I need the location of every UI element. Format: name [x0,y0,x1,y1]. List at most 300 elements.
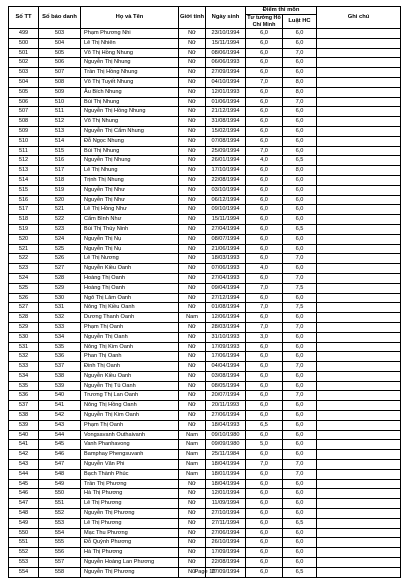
cell-score-ho-chi-minh: 6,0 [246,293,283,303]
table-body [9,29,401,578]
cell-score-ho-chi-minh: 6,0 [246,518,283,528]
cell-score-luat-hc: 6,0 [283,244,317,254]
cell-sbd: 542 [39,411,81,421]
cell-sbd: 523 [39,224,81,234]
cell-gender: Nữ [179,126,206,136]
cell-sbd: 544 [39,430,81,440]
cell-gender: Nữ [179,224,206,234]
cell-dob: 23/10/1994 [206,29,246,39]
table-row [9,440,401,450]
cell-score-ho-chi-minh: 4,0 [246,156,283,166]
cell-name: Võ Thị Nhung [81,117,179,127]
cell-score-luat-hc: 6,0 [283,489,317,499]
cell-sbd: 515 [39,146,81,156]
cell-stt: 501 [9,48,39,58]
cell-name: Nguyễn Thị Phương [81,509,179,519]
cell-stt: 546 [9,489,39,499]
cell-dob: 27/10/1994 [206,509,246,519]
cell-score-ho-chi-minh: 4,0 [246,264,283,274]
cell-dob: 06/06/1993 [206,58,246,68]
cell-dob: 09/04/1994 [206,283,246,293]
cell-dob: 04/04/1994 [206,362,246,372]
table-row [9,97,401,107]
cell-score-ho-chi-minh: 6,0 [246,479,283,489]
cell-score-ho-chi-minh: 6,0 [246,391,283,401]
cell-sbd: 548 [39,469,81,479]
cell-score-ho-chi-minh: 6,0 [246,29,283,39]
cell-dob: 12/01/1993 [206,87,246,97]
cell-sbd: 547 [39,460,81,470]
cell-score-luat-hc: 6,0 [283,146,317,156]
cell-sbd: 551 [39,499,81,509]
cell-gender: Nữ [179,371,206,381]
table-row [9,156,401,166]
cell-score-ho-chi-minh: 6,0 [246,371,283,381]
table-row [9,58,401,68]
cell-name: Trịnh Thị Nhung [81,175,179,185]
cell-stt: 538 [9,411,39,421]
cell-score-ho-chi-minh: 6,0 [246,558,283,568]
cell-score-ho-chi-minh: 6,0 [246,87,283,97]
cell-dob: 31/10/1993 [206,332,246,342]
cell-stt: 502 [9,58,39,68]
cell-gender: Nữ [179,401,206,411]
cell-note [317,440,401,450]
cell-score-luat-hc: 6,0 [283,234,317,244]
cell-note [317,205,401,215]
cell-gender: Nữ [179,58,206,68]
cell-sbd: 550 [39,489,81,499]
cell-note [317,254,401,264]
cell-dob: 27/09/1994 [206,68,246,78]
cell-dob: 08/07/1994 [206,234,246,244]
table-row [9,489,401,499]
header-score-luat-hc: Luật HC [283,15,317,29]
cell-name: Lê Thị Nương [81,254,179,264]
cell-name: Bạch Thành Phúc [81,469,179,479]
table-row [9,146,401,156]
cell-stt: 525 [9,283,39,293]
cell-dob: 15/11/1994 [206,215,246,225]
table-row [9,381,401,391]
cell-sbd: 527 [39,264,81,274]
header-name: Họ và Tên [81,7,179,29]
cell-name: Nguyễn Thị Hồng Nhung [81,107,179,117]
cell-score-luat-hc: 6,0 [283,420,317,430]
cell-note [317,509,401,519]
cell-stt: 522 [9,254,39,264]
cell-score-ho-chi-minh: 7,0 [246,303,283,313]
cell-gender: Nam [179,440,206,450]
cell-stt: 543 [9,460,39,470]
cell-gender: Nữ [179,175,206,185]
cell-score-ho-chi-minh: 6,0 [246,381,283,391]
table-row [9,205,401,215]
cell-score-luat-hc: 6,0 [283,411,317,421]
cell-stt: 547 [9,499,39,509]
cell-score-ho-chi-minh: 3,0 [246,332,283,342]
cell-stt: 508 [9,117,39,127]
cell-score-luat-hc: 6,0 [283,107,317,117]
cell-name: Nguyễn Thị Như [81,195,179,205]
cell-score-ho-chi-minh: 6,0 [246,175,283,185]
cell-dob: 08/05/1994 [206,381,246,391]
cell-gender: Nữ [179,264,206,274]
table-row [9,420,401,430]
cell-score-ho-chi-minh: 7,0 [246,460,283,470]
cell-sbd: 522 [39,215,81,225]
cell-gender: Nữ [179,244,206,254]
cell-dob: 25/11/1984 [206,450,246,460]
cell-dob: 17/10/1994 [206,166,246,176]
table-row [9,430,401,440]
cell-dob: 27/06/1994 [206,528,246,538]
table-row [9,68,401,78]
cell-stt: 515 [9,185,39,195]
cell-sbd: 554 [39,528,81,538]
cell-score-luat-hc: 6,0 [283,215,317,225]
cell-dob: 25/09/1994 [206,146,246,156]
table-row [9,215,401,225]
cell-gender: Nữ [179,499,206,509]
cell-score-luat-hc: 6,0 [283,293,317,303]
cell-score-ho-chi-minh: 6,0 [246,195,283,205]
cell-score-ho-chi-minh: 6,0 [246,538,283,548]
cell-stt: 520 [9,234,39,244]
cell-name: Lê Thị Nhiên [81,38,179,48]
cell-name: Nguyễn Hoàng Lan Phương [81,558,179,568]
cell-score-luat-hc: 7,0 [283,362,317,372]
cell-score-luat-hc: 6,0 [283,430,317,440]
cell-name: Âu Bích Nhung [81,87,179,97]
cell-note [317,146,401,156]
cell-dob: 31/08/1994 [206,117,246,127]
cell-score-ho-chi-minh: 7,0 [246,322,283,332]
cell-note [317,528,401,538]
cell-score-luat-hc: 6,5 [283,518,317,528]
cell-sbd: 536 [39,352,81,362]
cell-name: Đỗ Quỳnh Phương [81,538,179,548]
cell-gender: Nữ [179,283,206,293]
cell-sbd: 543 [39,420,81,430]
cell-name: Nông Thị Hồng Oanh [81,401,179,411]
cell-score-luat-hc: 7,5 [283,283,317,293]
cell-gender: Nữ [179,391,206,401]
cell-gender: Nam [179,313,206,323]
cell-score-ho-chi-minh: 6,0 [246,548,283,558]
table-row [9,175,401,185]
cell-sbd: 545 [39,440,81,450]
cell-note [317,58,401,68]
table-row [9,195,401,205]
cell-score-ho-chi-minh: 7,0 [246,77,283,87]
cell-score-luat-hc: 7,0 [283,460,317,470]
cell-dob: 27/09/1994 [206,567,246,577]
cell-stt: 540 [9,430,39,440]
cell-dob: 08/06/1994 [206,48,246,58]
cell-stt: 530 [9,332,39,342]
cell-score-luat-hc: 6,0 [283,38,317,48]
cell-dob: 09/10/1980 [206,430,246,440]
cell-dob: 11/09/1994 [206,499,246,509]
cell-gender: Nữ [179,254,206,264]
cell-note [317,469,401,479]
cell-dob: 28/03/1994 [206,322,246,332]
cell-sbd: 530 [39,293,81,303]
cell-note [317,411,401,421]
table-row [9,548,401,558]
cell-score-ho-chi-minh: 6,0 [246,107,283,117]
cell-note [317,48,401,58]
table-row [9,303,401,313]
cell-note [317,77,401,87]
cell-score-ho-chi-minh: 6,0 [246,450,283,460]
cell-score-ho-chi-minh: 6,0 [246,38,283,48]
cell-sbd: 529 [39,283,81,293]
cell-gender: Nữ [179,156,206,166]
cell-note [317,156,401,166]
cell-note [317,117,401,127]
cell-stt: 516 [9,195,39,205]
cell-note [317,352,401,362]
cell-stt: 531 [9,342,39,352]
cell-note [317,38,401,48]
cell-name: Phạm Phương Nhi [81,29,179,39]
table-row [9,126,401,136]
cell-sbd: 528 [39,273,81,283]
table-row [9,264,401,274]
table-row [9,362,401,372]
cell-gender: Nữ [179,528,206,538]
cell-score-ho-chi-minh: 6,0 [246,352,283,362]
cell-gender: Nữ [179,332,206,342]
table-row [9,479,401,489]
cell-note [317,391,401,401]
table-row [9,518,401,528]
cell-gender: Nữ [179,538,206,548]
cell-stt: 500 [9,38,39,48]
cell-dob: 27/12/1994 [206,293,246,303]
cell-name: Đỗ Ngọc Nhung [81,136,179,146]
cell-stt: 512 [9,156,39,166]
cell-note [317,548,401,558]
header-row-1 [9,7,401,15]
cell-gender: Nữ [179,185,206,195]
cell-dob: 06/12/1994 [206,195,246,205]
cell-gender: Nữ [179,558,206,568]
cell-stt: 544 [9,469,39,479]
cell-note [317,322,401,332]
cell-dob: 27/04/1994 [206,224,246,234]
cell-score-luat-hc: 6,0 [283,509,317,519]
cell-sbd: 526 [39,254,81,264]
cell-sbd: 518 [39,175,81,185]
cell-dob: 15/11/1994 [206,38,246,48]
cell-score-luat-hc: 6,0 [283,136,317,146]
cell-score-luat-hc: 6,0 [283,175,317,185]
cell-gender: Nữ [179,352,206,362]
cell-stt: 503 [9,68,39,78]
cell-stt: 506 [9,97,39,107]
cell-dob: 27/06/1994 [206,411,246,421]
cell-score-ho-chi-minh: 6,0 [246,411,283,421]
table-row [9,293,401,303]
cell-score-ho-chi-minh: 6,0 [246,48,283,58]
cell-score-ho-chi-minh: 6,0 [246,244,283,254]
cell-name: Nguyễn Thị Oanh [81,332,179,342]
cell-sbd: 556 [39,548,81,558]
cell-name: Trần Thị Hồng Nhung [81,68,179,78]
cell-stt: 554 [9,567,39,577]
cell-name: Lê Thị Hồng Như [81,205,179,215]
table-row [9,401,401,411]
cell-score-luat-hc: 6,0 [283,58,317,68]
cell-score-luat-hc: 6,0 [283,528,317,538]
table-row [9,469,401,479]
cell-stt: 528 [9,313,39,323]
cell-stt: 552 [9,548,39,558]
cell-stt: 510 [9,136,39,146]
cell-score-luat-hc: 7,0 [283,322,317,332]
cell-gender: Nữ [179,411,206,421]
cell-sbd: 558 [39,567,81,577]
cell-dob: 27/11/1994 [206,518,246,528]
cell-dob: 18/04/1994 [206,460,246,470]
cell-score-luat-hc: 8,0 [283,166,317,176]
cell-stt: 549 [9,518,39,528]
cell-stt: 511 [9,146,39,156]
cell-score-luat-hc: 6,0 [283,342,317,352]
table-row [9,322,401,332]
cell-dob: 22/08/1994 [206,558,246,568]
cell-gender: Nữ [179,87,206,97]
cell-dob: 20/11/1993 [206,401,246,411]
header-stt: Số TT [9,7,39,29]
cell-gender: Nữ [179,215,206,225]
cell-dob: 12/01/1994 [206,489,246,499]
cell-note [317,87,401,97]
table-row [9,332,401,342]
cell-sbd: 549 [39,479,81,489]
cell-sbd: 524 [39,234,81,244]
cell-name: Lê Thị Nhung [81,166,179,176]
cell-gender: Nữ [179,146,206,156]
cell-dob: 01/06/1994 [206,97,246,107]
cell-stt: 539 [9,420,39,430]
cell-dob: 03/10/1994 [206,185,246,195]
cell-score-ho-chi-minh: 6,0 [246,430,283,440]
cell-score-ho-chi-minh: 6,0 [246,254,283,264]
cell-sbd: 541 [39,401,81,411]
cell-sbd: 511 [39,107,81,117]
cell-sbd: 505 [39,48,81,58]
cell-score-ho-chi-minh: 6,0 [246,401,283,411]
cell-dob: 09/10/1994 [206,205,246,215]
cell-note [317,166,401,176]
cell-sbd: 538 [39,371,81,381]
cell-score-luat-hc: 6,0 [283,548,317,558]
cell-dob: 18/04/1994 [206,479,246,489]
cell-gender: Nữ [179,567,206,577]
cell-score-luat-hc: 6,0 [283,558,317,568]
cell-name: Nguyễn Thị Phương [81,567,179,577]
cell-sbd: 553 [39,518,81,528]
cell-gender: Nữ [179,273,206,283]
cell-sbd: 516 [39,156,81,166]
cell-name: Nguyễn Thị Như [81,185,179,195]
cell-stt: 514 [9,175,39,185]
cell-sbd: 546 [39,450,81,460]
cell-gender: Nữ [179,38,206,48]
table-row [9,273,401,283]
cell-gender: Nữ [179,548,206,558]
cell-score-ho-chi-minh: 5,0 [246,440,283,450]
cell-score-ho-chi-minh: 6,0 [246,342,283,352]
cell-stt: 529 [9,322,39,332]
cell-sbd: 533 [39,322,81,332]
cell-stt: 527 [9,303,39,313]
cell-score-luat-hc: 6,0 [283,479,317,489]
score-sheet [8,6,400,578]
cell-note [317,460,401,470]
cell-name: Hà Thị Phương [81,489,179,499]
cell-stt: 533 [9,362,39,372]
cell-score-luat-hc: 7,0 [283,273,317,283]
cell-gender: Nữ [179,117,206,127]
cell-dob: 17/09/1993 [206,342,246,352]
cell-note [317,430,401,440]
cell-name: Vanh Phanhavong [81,440,179,450]
cell-note [317,126,401,136]
cell-score-ho-chi-minh: 6,0 [246,97,283,107]
cell-gender: Nữ [179,362,206,372]
cell-score-luat-hc: 6,5 [283,567,317,577]
cell-sbd: 506 [39,58,81,68]
cell-name: Nguyễn Thị Nụ [81,244,179,254]
cell-score-ho-chi-minh: 6,0 [246,205,283,215]
cell-note [317,175,401,185]
cell-sbd: 535 [39,342,81,352]
cell-score-luat-hc: 7,0 [283,469,317,479]
score-table [8,6,401,578]
page-footer: Page 10 [194,569,216,575]
cell-score-luat-hc: 6,0 [283,29,317,39]
cell-gender: Nữ [179,509,206,519]
cell-gender: Nữ [179,234,206,244]
cell-score-ho-chi-minh: 6,0 [246,567,283,577]
cell-name: Nguyễn Thị Nụ [81,234,179,244]
cell-dob: 12/06/1994 [206,313,246,323]
cell-name: Ngô Thị Lâm Oanh [81,293,179,303]
cell-stt: 519 [9,224,39,234]
cell-note [317,185,401,195]
cell-stt: 536 [9,391,39,401]
cell-stt: 524 [9,273,39,283]
cell-note [317,371,401,381]
cell-score-ho-chi-minh: 6,0 [246,234,283,244]
cell-note [317,342,401,352]
cell-gender: Nữ [179,479,206,489]
table-row [9,528,401,538]
cell-sbd: 513 [39,126,81,136]
cell-name: Hoàng Thị Oanh [81,273,179,283]
cell-score-luat-hc: 6,0 [283,205,317,215]
cell-note [317,224,401,234]
cell-sbd: 531 [39,303,81,313]
cell-stt: 517 [9,205,39,215]
cell-score-luat-hc: 7,0 [283,48,317,58]
cell-score-luat-hc: 7,0 [283,391,317,401]
